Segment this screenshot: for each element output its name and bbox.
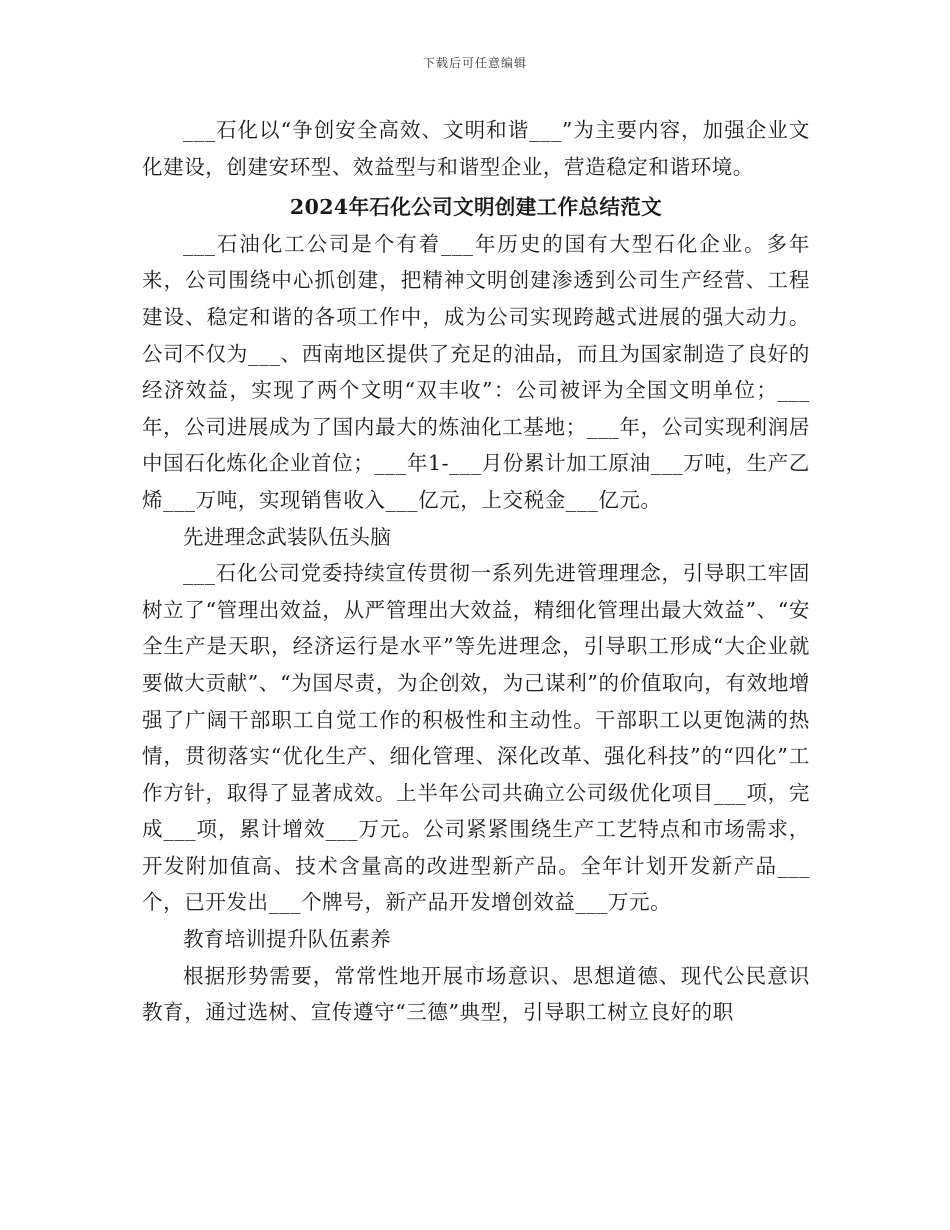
- page-header: 下载后可任意编辑: [422, 56, 527, 70]
- body-paragraph-2: ___石化公司党委持续宣传贯彻一系列先进管理理念，引导职工牢固树立了“管理出效益，从严管理出大效益，精细化管理出最大效益”、“安全生产是天职，经济运行是水平”等先进理念，引导职工形成“大企业就要做大贡献”、“为国尽责，为企创效，为己谋利”的价值取向，有效地增强了广阔干部职工自觉工作的积极性和主动性。干部职工以更饱满的热情，贯彻落实“优化生产、细化管理、深化改革、强化科技”的“四化”工作方针，取得了显著成效。上半年公司共确立公司级优化项目___项，完成___项，累计增效___万元。公司紧紧围绕生产工艺特点和市场需求，开发附加值高、技术含量高的改进型新产品。全年计划开发新产品___个，已开发出___个牌号，新产品开发增创效益___万元。: [142, 561, 810, 915]
- intro-paragraph: ___石化以“争创安全高效、文明和谐___”为主要内容，加强企业文化建设，创建安环型、效益型与和谐型企业，营造稳定和谐环境。: [142, 118, 810, 179]
- section-heading-1: 先进理念武装队伍头脑: [183, 524, 391, 549]
- body-paragraph-1: ___石油化工公司是个有着___年历史的国有大型石化企业。多年来，公司围绕中心抓创建，把精神文明创建渗透到公司生产经营、工程建设、稳定和谐的各项工作中，成为公司实现跨越式进展的强大动力。公司不仅为___、西南地区提供了充足的油品，而且为国家制造了良好的经济效益，实现了两个文明“双丰收”：公司被评为全国文明单位；___年，公司进展成为了国内最大的炼油化工基地；___年，公司实现利润居中国石化炼化企业首位；___年1-___月份累计加工原油___万吨，生产乙烯___万吨，实现销售收入___亿元，上交税金___亿元。: [142, 231, 810, 512]
- body-paragraph-3: 根据形势需要，常常性地开展市场意识、思想道德、现代公民意识教育，通过选树、宣传遵守“三德”典型，引导职工树立良好的职: [142, 963, 810, 1025]
- document-title: 2024年石化公司文明创建工作总结范文: [289, 195, 663, 220]
- document-body: [142, 112, 810, 1031]
- section-heading-2: 教育培训提升队伍素养: [183, 927, 391, 952]
